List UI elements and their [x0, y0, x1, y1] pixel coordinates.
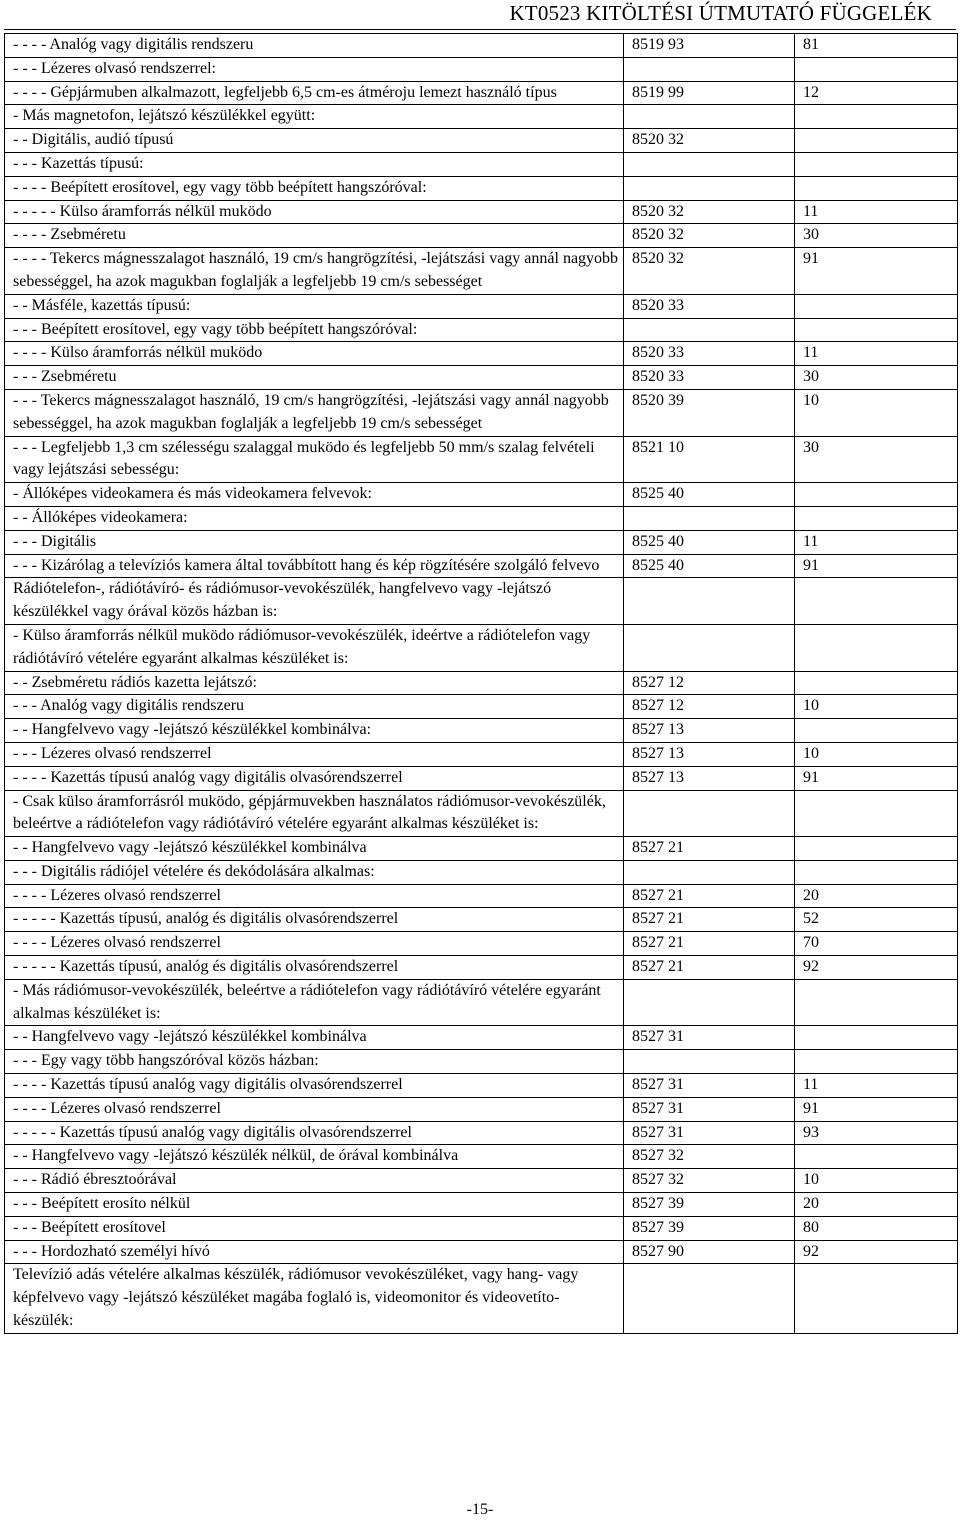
table-row	[5, 506, 958, 530]
subheading-cell: 70	[795, 932, 958, 956]
table-row	[5, 1145, 958, 1169]
description-cell: - - Állóképes videokamera:	[5, 506, 624, 530]
subheading-cell: 11	[795, 530, 958, 554]
code-cell: 8519 99	[624, 81, 795, 105]
table-row	[5, 719, 958, 743]
table-body	[5, 34, 958, 1334]
table-row	[5, 436, 958, 483]
code-cell: 8520 32	[624, 200, 795, 224]
subheading-cell	[795, 1145, 958, 1169]
description-cell: - Külso áramforrás nélkül muködo rádiómusor-vevokészülék, ideértve a rádiótelefon vagy rádiótávíró vételére egyaránt alkalmas készüléket is:	[5, 624, 624, 671]
description-cell: - - - - Tekercs mágnesszalagot használó, 19 cm/s hangrögzítési, -lejátszási vagy annál nagyobb sebességgel, ha azok magukban foglalják a legfeljebb 19 cm/s sebességet	[5, 248, 624, 295]
table-row	[5, 860, 958, 884]
description-cell: - Állóképes videokamera és más videokamera felvevok:	[5, 483, 624, 507]
code-cell: 8527 32	[624, 1145, 795, 1169]
subheading-cell: 10	[795, 389, 958, 436]
table-row	[5, 1240, 958, 1264]
description-cell: - - - Zsebméretu	[5, 366, 624, 390]
subheading-cell: 10	[795, 742, 958, 766]
description-cell: Rádiótelefon-, rádiótávíró- és rádiómusor-vevokészülék, hangfelvevo vagy -lejátszó készülékkel vagy órával közös házban is:	[5, 578, 624, 625]
subheading-cell	[795, 506, 958, 530]
description-cell: - - - Digitális rádiójel vételére és dekódolására alkalmas:	[5, 860, 624, 884]
table-row	[5, 1074, 958, 1098]
code-cell	[624, 860, 795, 884]
table-row	[5, 578, 958, 625]
code-cell	[624, 979, 795, 1026]
code-cell	[624, 578, 795, 625]
description-cell: - - - - - Kazettás típusú, analóg és digitális olvasórendszerrel	[5, 908, 624, 932]
table-row	[5, 624, 958, 671]
code-cell	[624, 1050, 795, 1074]
table-row	[5, 790, 958, 837]
subheading-cell: 11	[795, 1074, 958, 1098]
code-cell: 8527 13	[624, 719, 795, 743]
description-cell: - - - Rádió ébresztoórával	[5, 1169, 624, 1193]
table-row	[5, 1193, 958, 1217]
code-cell: 8521 10	[624, 436, 795, 483]
subheading-cell: 11	[795, 200, 958, 224]
table-row	[5, 1216, 958, 1240]
subheading-cell: 91	[795, 248, 958, 295]
code-cell: 8520 33	[624, 294, 795, 318]
customs-code-table	[4, 33, 958, 1334]
subheading-cell	[795, 1264, 958, 1333]
description-cell: - - Hangfelvevo vagy -lejátszó készülékkel kombinálva:	[5, 719, 624, 743]
table-row	[5, 766, 958, 790]
table-row	[5, 979, 958, 1026]
code-cell: 8520 32	[624, 224, 795, 248]
table-row	[5, 129, 958, 153]
code-cell	[624, 1264, 795, 1333]
description-cell: - - - Lézeres olvasó rendszerrel:	[5, 57, 624, 81]
table-row	[5, 695, 958, 719]
table-row	[5, 956, 958, 980]
subheading-cell: 10	[795, 1169, 958, 1193]
description-cell: - - - Egy vagy több hangszóróval közös házban:	[5, 1050, 624, 1074]
code-cell: 8525 40	[624, 530, 795, 554]
description-cell: Televízió adás vételére alkalmas készülék, rádiómusor vevokészüléket, vagy hang- vagy képfelvevo vagy -lejátszó készüléket magába foglaló is, videomonitor és videovetíto-készülék:	[5, 1264, 624, 1333]
subheading-cell: 10	[795, 695, 958, 719]
subheading-cell	[795, 1026, 958, 1050]
description-cell: - - - Hordozható személyi hívó	[5, 1240, 624, 1264]
code-cell	[624, 790, 795, 837]
code-cell: 8519 93	[624, 34, 795, 58]
description-cell: - - - - Kazettás típusú analóg vagy digitális olvasórendszerrel	[5, 1074, 624, 1098]
table-row	[5, 1097, 958, 1121]
code-cell: 8527 31	[624, 1026, 795, 1050]
description-cell: - - - - - Kazettás típusú, analóg és digitális olvasórendszerrel	[5, 956, 624, 980]
subheading-cell	[795, 837, 958, 861]
subheading-cell	[795, 105, 958, 129]
description-cell: - - - - Zsebméretu	[5, 224, 624, 248]
subheading-cell	[795, 1050, 958, 1074]
description-cell: - - - Beépített erosíto nélkül	[5, 1193, 624, 1217]
subheading-cell: 11	[795, 342, 958, 366]
subheading-cell: 80	[795, 1216, 958, 1240]
page-number: -15-	[466, 1501, 494, 1518]
description-cell: - - - - Lézeres olvasó rendszerrel	[5, 932, 624, 956]
table-row	[5, 908, 958, 932]
description-cell: - - Zsebméretu rádiós kazetta lejátszó:	[5, 671, 624, 695]
table-row	[5, 200, 958, 224]
code-cell: 8527 12	[624, 671, 795, 695]
subheading-cell	[795, 294, 958, 318]
table-row	[5, 554, 958, 578]
table-row	[5, 248, 958, 295]
code-cell: 8527 21	[624, 837, 795, 861]
description-cell: - - - Kizárólag a televíziós kamera által továbbított hang és kép rögzítésére szolgáló felvevo	[5, 554, 624, 578]
table-row	[5, 176, 958, 200]
subheading-cell: 30	[795, 366, 958, 390]
description-cell: - - - Beépített erosítovel, egy vagy több beépített hangszóróval:	[5, 318, 624, 342]
code-cell: 8520 32	[624, 248, 795, 295]
code-cell: 8527 21	[624, 884, 795, 908]
table-row	[5, 1026, 958, 1050]
code-cell: 8527 21	[624, 956, 795, 980]
subheading-cell	[795, 176, 958, 200]
document-header-title: KT0523 KITÖLTÉSI ÚTMUTATÓ FÜGGELÉK	[509, 1, 932, 25]
description-cell: - - - Tekercs mágnesszalagot használó, 19 cm/s hangrögzítési, -lejátszási vagy annál nagyobb sebességgel, ha azok magukban foglalják a legfeljebb 19 cm/s sebességet	[5, 389, 624, 436]
description-cell: - - - Digitális	[5, 530, 624, 554]
description-cell: - - - - Beépített erosítovel, egy vagy több beépített hangszóróval:	[5, 176, 624, 200]
table-row	[5, 1050, 958, 1074]
table-row	[5, 1169, 958, 1193]
subheading-cell: 20	[795, 884, 958, 908]
description-cell: - - - Lézeres olvasó rendszerrel	[5, 742, 624, 766]
code-cell: 8527 31	[624, 1074, 795, 1098]
table-row	[5, 837, 958, 861]
code-cell: 8520 39	[624, 389, 795, 436]
code-cell	[624, 152, 795, 176]
table-row	[5, 366, 958, 390]
code-cell: 8527 13	[624, 766, 795, 790]
subheading-cell	[795, 129, 958, 153]
table-row	[5, 57, 958, 81]
description-cell: - - - - Lézeres olvasó rendszerrel	[5, 1097, 624, 1121]
subheading-cell: 52	[795, 908, 958, 932]
code-cell	[624, 105, 795, 129]
code-cell: 8527 31	[624, 1121, 795, 1145]
subheading-cell	[795, 578, 958, 625]
code-cell	[624, 506, 795, 530]
code-cell: 8520 33	[624, 342, 795, 366]
subheading-cell: 30	[795, 436, 958, 483]
code-cell	[624, 318, 795, 342]
description-cell: - - - Kazettás típusú:	[5, 152, 624, 176]
code-cell: 8527 13	[624, 742, 795, 766]
subheading-cell	[795, 483, 958, 507]
description-cell: - - Hangfelvevo vagy -lejátszó készülékkel kombinálva	[5, 1026, 624, 1050]
subheading-cell: 93	[795, 1121, 958, 1145]
table-row	[5, 742, 958, 766]
subheading-cell	[795, 979, 958, 1026]
subheading-cell: 92	[795, 956, 958, 980]
code-cell: 8527 31	[624, 1097, 795, 1121]
description-cell: - - - - - Kazettás típusú analóg vagy digitális olvasórendszerrel	[5, 1121, 624, 1145]
table-row	[5, 932, 958, 956]
table-row	[5, 294, 958, 318]
description-cell: - - - - Analóg vagy digitális rendszeru	[5, 34, 624, 58]
subheading-cell	[795, 318, 958, 342]
description-cell: - - Hangfelvevo vagy -lejátszó készülék nélkül, de órával kombinálva	[5, 1145, 624, 1169]
description-cell: - - Digitális, audió típusú	[5, 129, 624, 153]
subheading-cell	[795, 860, 958, 884]
description-cell: - - - - - Külso áramforrás nélkül muködo	[5, 200, 624, 224]
code-cell	[624, 57, 795, 81]
table-row	[5, 34, 958, 58]
description-cell: - Más magnetofon, lejátszó készülékkel együtt:	[5, 105, 624, 129]
description-cell: - - - - Lézeres olvasó rendszerrel	[5, 884, 624, 908]
table-row	[5, 152, 958, 176]
description-cell: - Csak külso áramforrásról muködo, gépjármuvekben használatos rádiómusor-vevokészülék, beleértve a rádiótelefon vagy rádiótávíró vételére egyaránt alkalmas készüléket is:	[5, 790, 624, 837]
code-cell: 8527 39	[624, 1216, 795, 1240]
subheading-cell: 30	[795, 224, 958, 248]
subheading-cell	[795, 57, 958, 81]
description-cell: - Más rádiómusor-vevokészülék, beleértve a rádiótelefon vagy rádiótávíró vételére egyaránt alkalmas készüléket is:	[5, 979, 624, 1026]
subheading-cell: 91	[795, 554, 958, 578]
table-row	[5, 483, 958, 507]
description-cell: - - - Beépített erosítovel	[5, 1216, 624, 1240]
header-rule	[4, 29, 956, 30]
description-cell: - - - - Gépjármuben alkalmazott, legfeljebb 6,5 cm-es átméroju lemezt használó típus	[5, 81, 624, 105]
code-cell	[624, 624, 795, 671]
subheading-cell	[795, 624, 958, 671]
table-row	[5, 342, 958, 366]
code-cell: 8525 40	[624, 483, 795, 507]
table-row	[5, 671, 958, 695]
code-cell: 8527 90	[624, 1240, 795, 1264]
subheading-cell: 91	[795, 766, 958, 790]
subheading-cell	[795, 790, 958, 837]
subheading-cell	[795, 152, 958, 176]
table-row	[5, 389, 958, 436]
table-row	[5, 884, 958, 908]
description-cell: - - - Analóg vagy digitális rendszeru	[5, 695, 624, 719]
subheading-cell: 81	[795, 34, 958, 58]
table-row	[5, 1121, 958, 1145]
code-cell: 8527 21	[624, 908, 795, 932]
subheading-cell: 20	[795, 1193, 958, 1217]
subheading-cell	[795, 719, 958, 743]
description-cell: - - Hangfelvevo vagy -lejátszó készülékkel kombinálva	[5, 837, 624, 861]
description-cell: - - - - Kazettás típusú analóg vagy digitális olvasórendszerrel	[5, 766, 624, 790]
description-cell: - - - Legfeljebb 1,3 cm szélességu szalaggal muködo és legfeljebb 50 mm/s szalag felvételi vagy lejátszási sebességu:	[5, 436, 624, 483]
subheading-cell: 12	[795, 81, 958, 105]
subheading-cell: 92	[795, 1240, 958, 1264]
code-cell: 8520 33	[624, 366, 795, 390]
code-cell: 8527 39	[624, 1193, 795, 1217]
code-cell: 8527 32	[624, 1169, 795, 1193]
code-cell: 8520 32	[624, 129, 795, 153]
code-cell: 8527 21	[624, 932, 795, 956]
subheading-cell: 91	[795, 1097, 958, 1121]
table-row	[5, 530, 958, 554]
description-cell: - - Másféle, kazettás típusú:	[5, 294, 624, 318]
table-row	[5, 81, 958, 105]
table-row	[5, 224, 958, 248]
description-cell: - - - - Külso áramforrás nélkül muködo	[5, 342, 624, 366]
table-row	[5, 318, 958, 342]
subheading-cell	[795, 671, 958, 695]
table-row	[5, 105, 958, 129]
code-cell: 8527 12	[624, 695, 795, 719]
table-row	[5, 1264, 958, 1333]
code-cell: 8525 40	[624, 554, 795, 578]
code-cell	[624, 176, 795, 200]
